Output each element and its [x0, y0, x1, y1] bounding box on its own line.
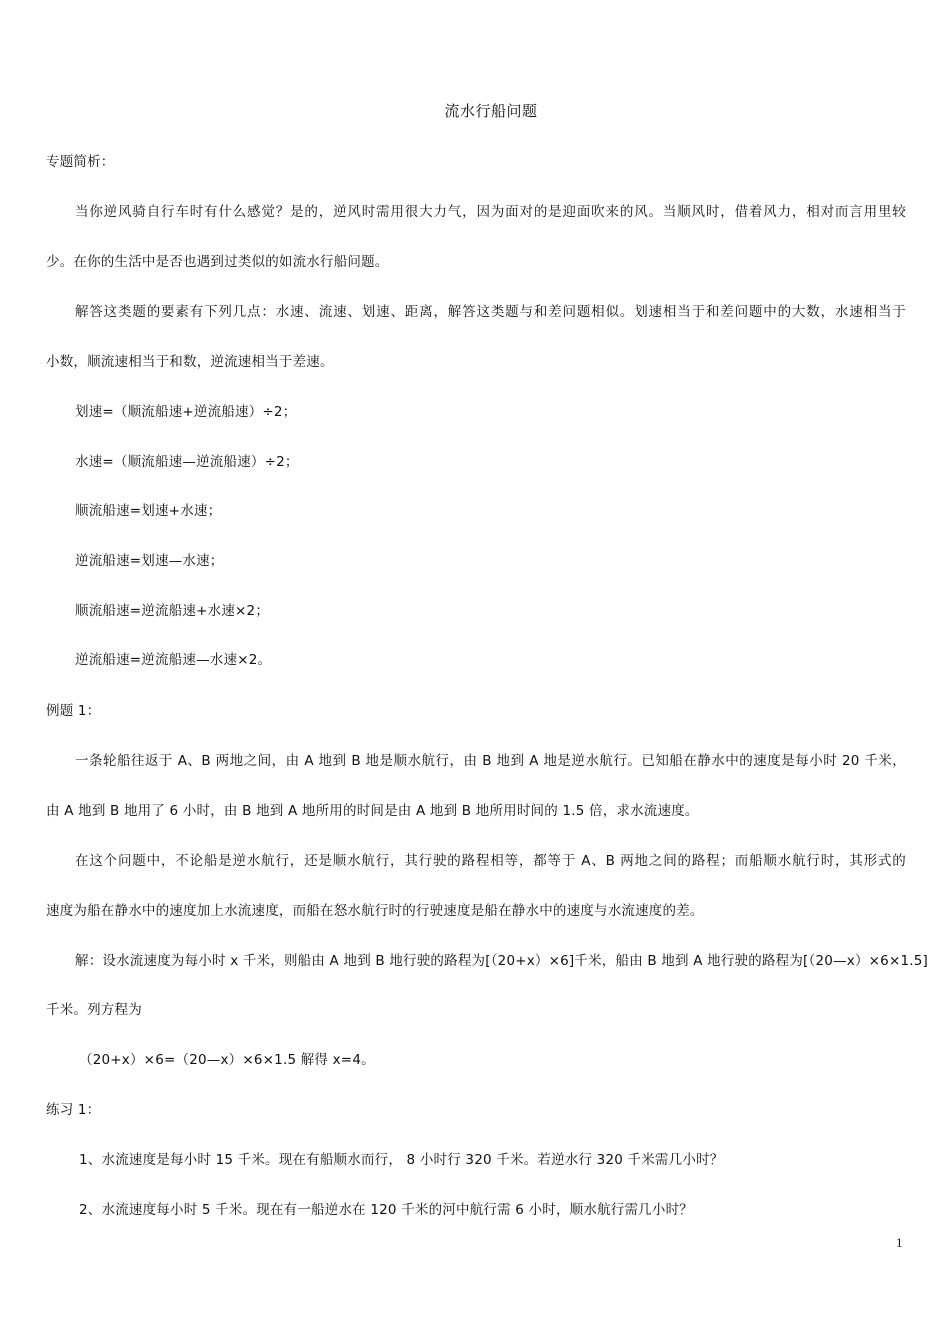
intro-paragraph-1-line-1: 当你逆风骑自行车时有什么感觉？是的，逆风时需用很大力气，因为面对的是迎面吹来的风。当顺风时，借着风力，相对而言用里较	[75, 204, 906, 220]
formula-line: 顺流船速=划速+水速；	[75, 503, 222, 519]
page-number: 1	[896, 1235, 903, 1250]
page-title: 流水行船问题	[444, 102, 538, 120]
intro-paragraph-2-line-1: 解答这类题的要素有下列几点：水速、流速、划速、距离，解答这类题与和差问题相似。划速相当于和差问题中的大数，水速相当于	[75, 304, 906, 320]
section-heading-analysis: 专题简析：	[46, 154, 115, 170]
formula-line: 逆流船速=划速—水速；	[75, 553, 224, 569]
example-1-heading: 例题 1：	[46, 703, 101, 719]
formula-line: 水速=（顺流船速—逆流船速）÷2；	[75, 454, 299, 470]
formula-line: 划速=（顺流船速+逆流船速）÷2；	[75, 404, 297, 420]
formula-line: 顺流船速=逆流船速+水速×2；	[75, 603, 270, 619]
intro-paragraph-2-line-2: 小数，顺流速相当于和数，逆流速相当于差速。	[46, 354, 334, 370]
example-1-solution-line-2: 千米。列方程为	[46, 1002, 142, 1018]
example-1-solution-line-1: 解：设水流速度为每小时 x 千米，则船由 A 地到 B 地行驶的路程为[（20+x）×6]千米，船由 B 地到 A 地行驶的路程为[（20—x）×6×1.5]	[75, 953, 928, 969]
intro-paragraph-1-line-2: 少。在你的生活中是否也遇到过类似的如流水行船问题。	[46, 254, 389, 270]
example-1-question-line-2: 由 A 地到 B 地用了 6 小时，由 B 地到 A 地所用的时间是由 A 地到 B 地所用时间的 1.5 倍，求水流速度。	[46, 803, 699, 819]
example-1-equation: （20+x）×6=（20—x）×6×1.5 解得 x=4。	[79, 1052, 375, 1068]
formula-line: 逆流船速=逆流船速—水速×2。	[75, 652, 272, 668]
practice-1-heading: 练习 1：	[46, 1102, 101, 1118]
practice-item: 2、水流速度每小时 5 千米。现在有一船逆水在 120 千米的河中航行需 6 小时，顺水航行需几小时？	[79, 1202, 693, 1218]
example-1-analysis-line-1: 在这个问题中，不论船是逆水航行，还是顺水航行，其行驶的路程相等，都等于 A、B 两地之间的路程；而船顺水航行时，其形式的	[75, 853, 906, 869]
example-1-analysis-line-2: 速度为船在静水中的速度加上水流速度，而船在怒水航行时的行驶速度是船在静水中的速度与水流速度的差。	[46, 903, 704, 919]
example-1-question-line-1: 一条轮船往返于 A、B 两地之间，由 A 地到 B 地是顺水航行，由 B 地到 A 地是逆水航行。已知船在静水中的速度是每小时 20 千米，	[75, 753, 906, 769]
practice-item: 1、水流速度是每小时 15 千米。现在有船顺水而行， 8 小时行 320 千米。若逆水行 320 千米需几小时？	[79, 1152, 724, 1168]
